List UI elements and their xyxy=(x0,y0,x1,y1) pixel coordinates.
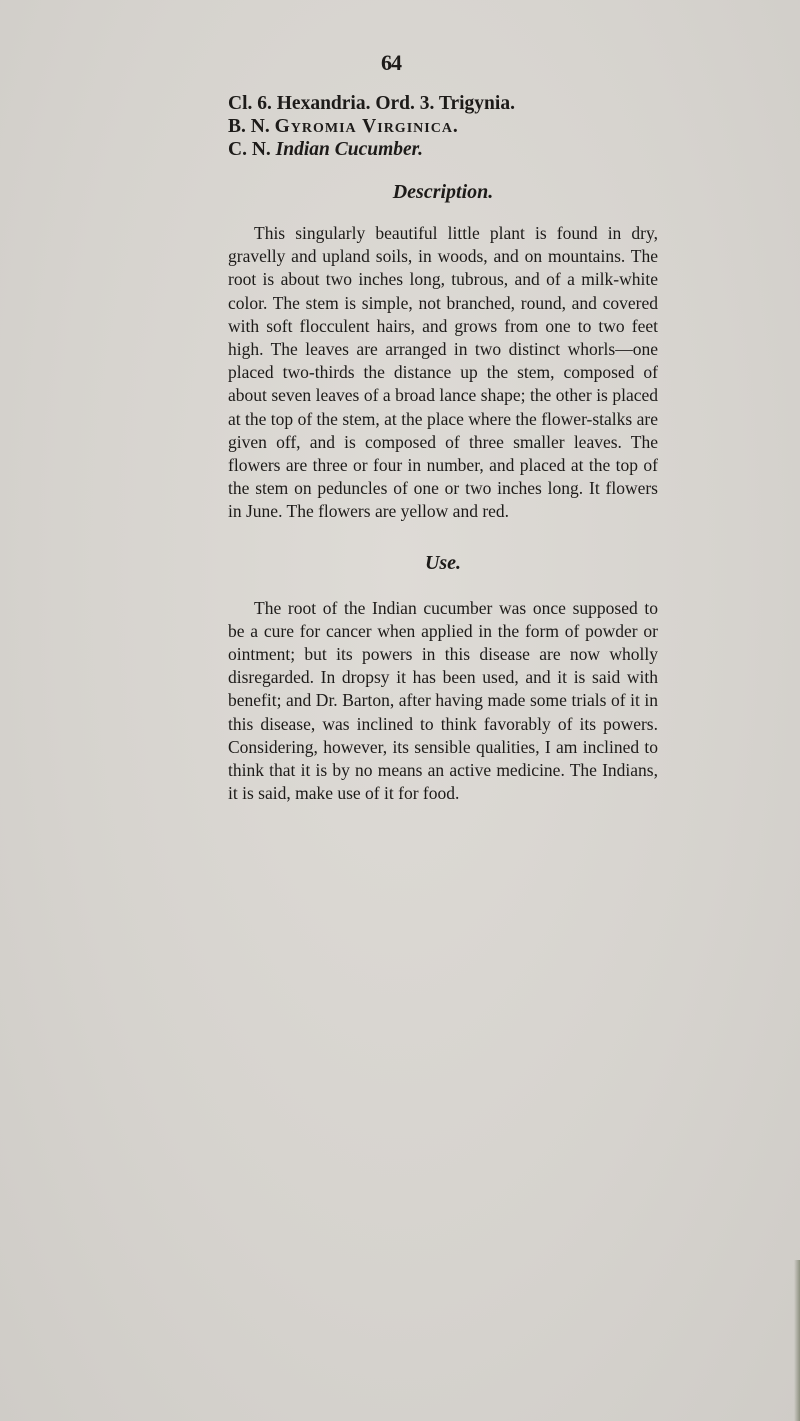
common-name-prefix: C. N. xyxy=(228,139,271,160)
page-number: 64 xyxy=(381,50,401,75)
common-name-line xyxy=(228,138,658,161)
class-prefix: Cl. 6. xyxy=(228,93,272,114)
botanical-name: Gyromia Virginica. xyxy=(274,116,459,137)
order-prefix: Ord. 3. xyxy=(375,93,435,114)
page-edge-stain xyxy=(794,1260,800,1421)
description-paragraph: This singularly beautiful little plant is found in dry, gravelly and upland soils, in woods, and on mountains. The root is about two inches long, tubrous, and of a milk-white color. The stem is simple, not branched, round, and covered with soft flocculent hairs, and grows from one to two feet high. The leaves are arranged in two distinct whorls—one placed two-thirds the distance up the stem, composed of about seven leaves of a broad lance shape; the other is placed at the top of the stem, at the place where the flower-stalks are given off, and is composed of three smaller leaves. The flowers are three or four in number, and placed at the top of the stem on peduncles of one or two inches long. It flowers in June. The flowers are yellow and red. xyxy=(228,223,658,522)
order-name: Trigynia. xyxy=(438,93,515,114)
use-paragraph: The root of the Indian cucumber was once supposed to be a cure for cancer when applied in the form of powder or ointment; but its powers in this disease are now wholly disregarded. In dropsy it has been used, and it is said with benefit; and Dr. Barton, after having made some trials of it in this disease, was inclined to think favorably of its powers. Considering, however, its sensible qualities, I am inclined to think that it is by no means an active medicine. The Indians, it is said, make use of it for food. xyxy=(228,597,658,804)
common-name: Indian Cucumber. xyxy=(275,139,424,160)
use-heading: Use. xyxy=(424,551,462,574)
botanical-name-line xyxy=(228,115,658,138)
description-heading: Description. xyxy=(392,181,494,203)
class-name: Hexandria. xyxy=(276,93,371,114)
botanical-name-prefix: B. N. xyxy=(228,116,270,137)
class-order-line xyxy=(228,92,658,115)
entry-text-block xyxy=(228,92,658,805)
